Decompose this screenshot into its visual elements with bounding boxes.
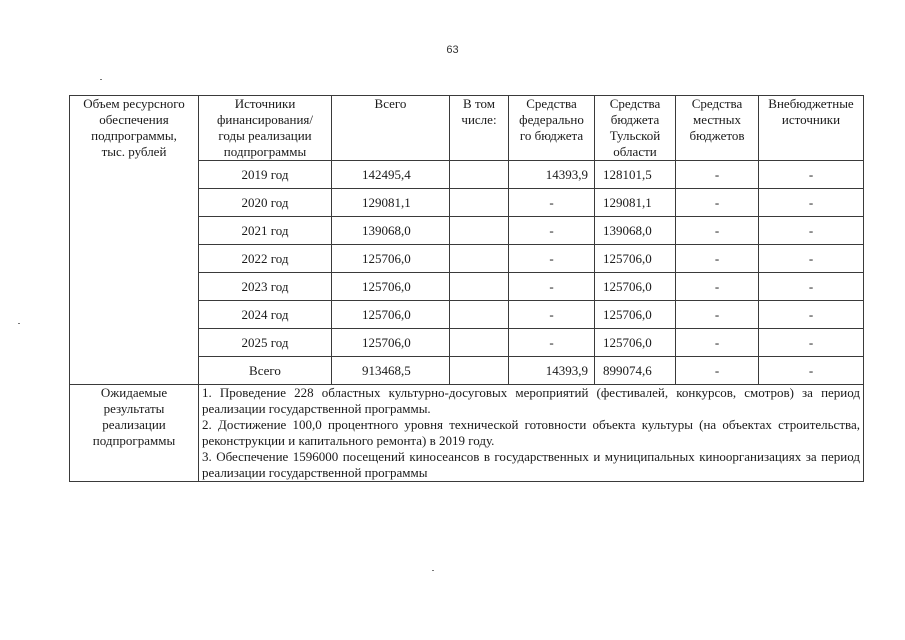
header-including	[450, 96, 509, 161]
text-line: го бюджета	[519, 128, 584, 143]
header-local	[676, 96, 759, 161]
page-number: 63	[446, 44, 459, 56]
cell-including	[450, 161, 509, 189]
scan-speck	[100, 79, 102, 80]
results-label-cell	[70, 385, 199, 482]
cell-federal: -	[509, 329, 595, 357]
cell-federal: 14393,9	[509, 161, 595, 189]
text-line: Средства	[609, 96, 661, 111]
cell-year: 2019 год	[199, 161, 332, 189]
text-line: Источники	[234, 96, 296, 111]
cell-tula: 128101,5	[595, 161, 676, 189]
text-line: подпрограммы	[223, 144, 307, 159]
cell-local: -	[676, 189, 759, 217]
text-line: обеспечения	[99, 112, 169, 127]
text-line: области	[613, 144, 657, 159]
text-line: подпрограммы	[92, 433, 176, 448]
cell-extra: -	[759, 189, 864, 217]
cell-tula: 899074,6	[595, 357, 676, 385]
text-line: Всего	[374, 96, 407, 111]
header-extra	[759, 96, 864, 161]
result-item: 2. Достижение 100,0 процентного уровня технической готовности объекта культуры (на объектах строительства, реконструкции и капитального ремонта) в 2019 году.	[202, 417, 860, 448]
cell-local: -	[676, 301, 759, 329]
header-tula	[595, 96, 676, 161]
cell-total: 913468,5	[332, 357, 450, 385]
cell-year: Всего	[199, 357, 332, 385]
cell-year: 2020 год	[199, 189, 332, 217]
cell-year: 2023 год	[199, 273, 332, 301]
cell-extra: -	[759, 217, 864, 245]
cell-year: 2024 год	[199, 301, 332, 329]
cell-extra: -	[759, 329, 864, 357]
cell-extra: -	[759, 357, 864, 385]
cell-tula: 125706,0	[595, 301, 676, 329]
cell-total: 142495,4	[332, 161, 450, 189]
text-line: бюджетов	[689, 128, 745, 143]
results-row	[70, 385, 864, 482]
text-line: В том	[463, 96, 495, 111]
cell-year: 2021 год	[199, 217, 332, 245]
text-line: Средства	[526, 96, 577, 111]
cell-tula: 125706,0	[595, 329, 676, 357]
cell-total: 139068,0	[332, 217, 450, 245]
text-line: Внебюджетные	[768, 96, 854, 111]
cell-year: 2025 год	[199, 329, 332, 357]
header-row	[70, 96, 864, 161]
cell-tula: 125706,0	[595, 273, 676, 301]
text-line: Ожидаемые	[100, 385, 168, 400]
header-sources	[199, 96, 332, 161]
cell-including	[450, 217, 509, 245]
scan-speck	[432, 570, 434, 571]
cell-extra: -	[759, 273, 864, 301]
cell-including	[450, 329, 509, 357]
text-line: числе:	[461, 112, 497, 127]
text-line: Средства	[691, 96, 743, 111]
cell-federal: -	[509, 245, 595, 273]
cell-local: -	[676, 357, 759, 385]
text-line: Тульской	[609, 128, 661, 143]
cell-including	[450, 273, 509, 301]
cell-including	[450, 245, 509, 273]
text-line: тыс. рублей	[101, 144, 167, 159]
cell-tula: 125706,0	[595, 245, 676, 273]
header-total	[332, 96, 450, 161]
header-federal	[509, 96, 595, 161]
resource-label	[73, 96, 195, 160]
cell-extra: -	[759, 301, 864, 329]
cell-tula: 129081,1	[595, 189, 676, 217]
resource-table	[69, 95, 864, 482]
cell-total: 129081,1	[332, 189, 450, 217]
cell-including	[450, 189, 509, 217]
cell-federal: -	[509, 301, 595, 329]
cell-total: 125706,0	[332, 329, 450, 357]
text-line: реализации	[102, 417, 166, 432]
cell-federal: 14393,9	[509, 357, 595, 385]
cell-total: 125706,0	[332, 273, 450, 301]
text-line: бюджета	[610, 112, 660, 127]
cell-total: 125706,0	[332, 301, 450, 329]
cell-local: -	[676, 329, 759, 357]
cell-federal: -	[509, 273, 595, 301]
text-line: подпрограммы,	[91, 128, 177, 143]
text-line: источники	[781, 112, 841, 127]
cell-year: 2022 год	[199, 245, 332, 273]
text-line: местных	[693, 112, 741, 127]
cell-federal: -	[509, 189, 595, 217]
text-line: результаты	[103, 401, 165, 416]
scan-speck	[18, 323, 20, 324]
cell-including	[450, 301, 509, 329]
cell-including	[450, 357, 509, 385]
resource-label-cell	[70, 96, 199, 385]
text-line: годы реализации	[218, 128, 312, 143]
cell-local: -	[676, 217, 759, 245]
cell-federal: -	[509, 217, 595, 245]
cell-total: 125706,0	[332, 245, 450, 273]
result-item: 3. Обеспечение 1596000 посещений киносеансов в государственных и муниципальных киноорганизациях за период реализации государственной программы	[202, 449, 860, 480]
result-item: 1. Проведение 228 областных культурно-досуговых мероприятий (фестивалей, конкурсов, смотров) за период реализации государственной программы.	[202, 385, 860, 416]
results-text-cell	[199, 385, 864, 482]
cell-local: -	[676, 245, 759, 273]
results-label	[73, 385, 195, 449]
cell-extra: -	[759, 161, 864, 189]
cell-extra: -	[759, 245, 864, 273]
cell-local: -	[676, 273, 759, 301]
cell-tula: 139068,0	[595, 217, 676, 245]
text-line: Объем ресурсного	[83, 96, 185, 111]
cell-local: -	[676, 161, 759, 189]
text-line: финансирования/	[216, 112, 314, 127]
text-line: федерально	[519, 112, 584, 127]
